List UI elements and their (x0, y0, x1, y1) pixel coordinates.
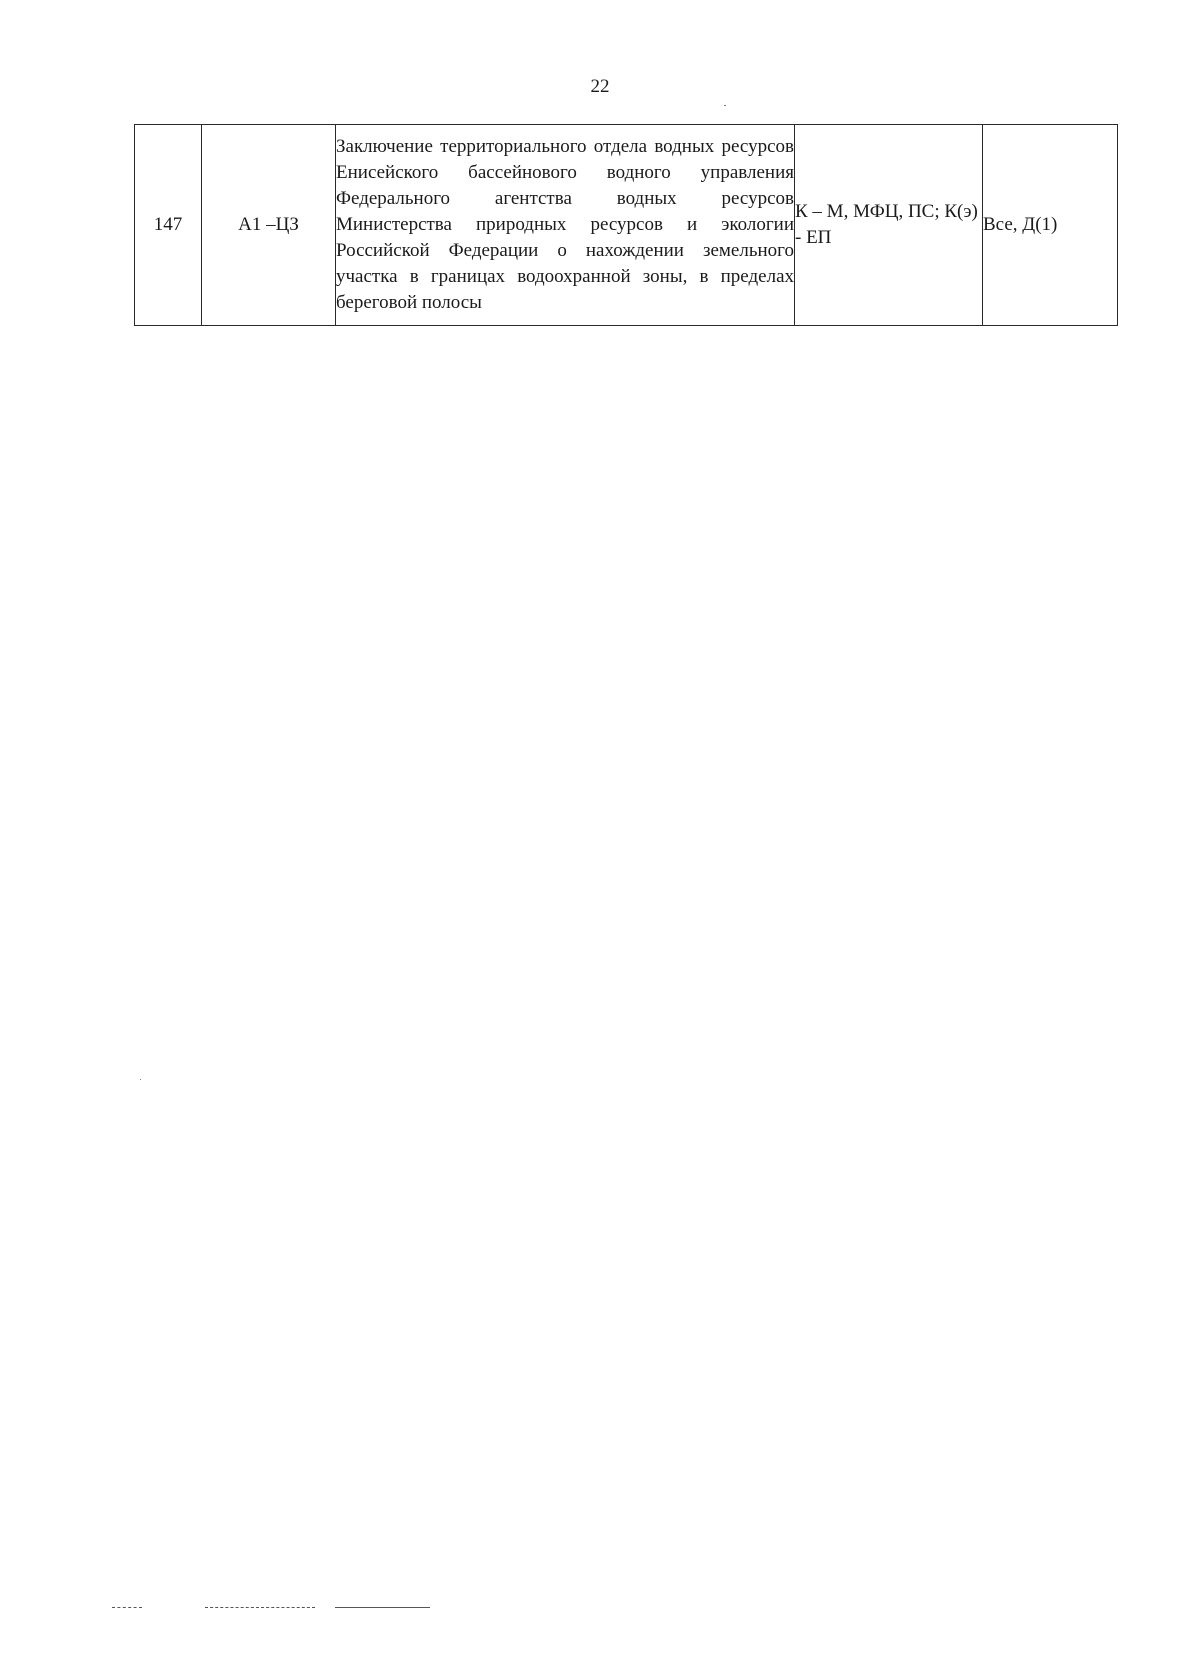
table-row (135, 125, 1118, 326)
footer-dash-line (335, 1607, 430, 1608)
row-form-cell: К – М, МФЦ, ПС; К(э) - ЕП (795, 125, 983, 326)
footer-dash-line (205, 1607, 315, 1608)
row-code-cell: А1 –ЦЗ (202, 125, 336, 326)
row-number-cell: 147 (135, 125, 202, 326)
row-description-cell: Заключение территориального отдела водных ресурсов Енисейского бассейнового водного управления Федерального агентства водных ресурсов Министерства природных ресурсов и экологии Российской Федерации о нахождении земельного участка в границах водоохранной зоны, в пределах береговой полосы (336, 125, 795, 326)
row-applicability-cell: Все, Д(1) (983, 125, 1118, 326)
scan-speck (140, 1079, 141, 1080)
footer-dash-line (112, 1607, 142, 1608)
scan-speck (724, 105, 726, 106)
document-table (134, 124, 1118, 326)
page-number: 22 (590, 76, 610, 97)
